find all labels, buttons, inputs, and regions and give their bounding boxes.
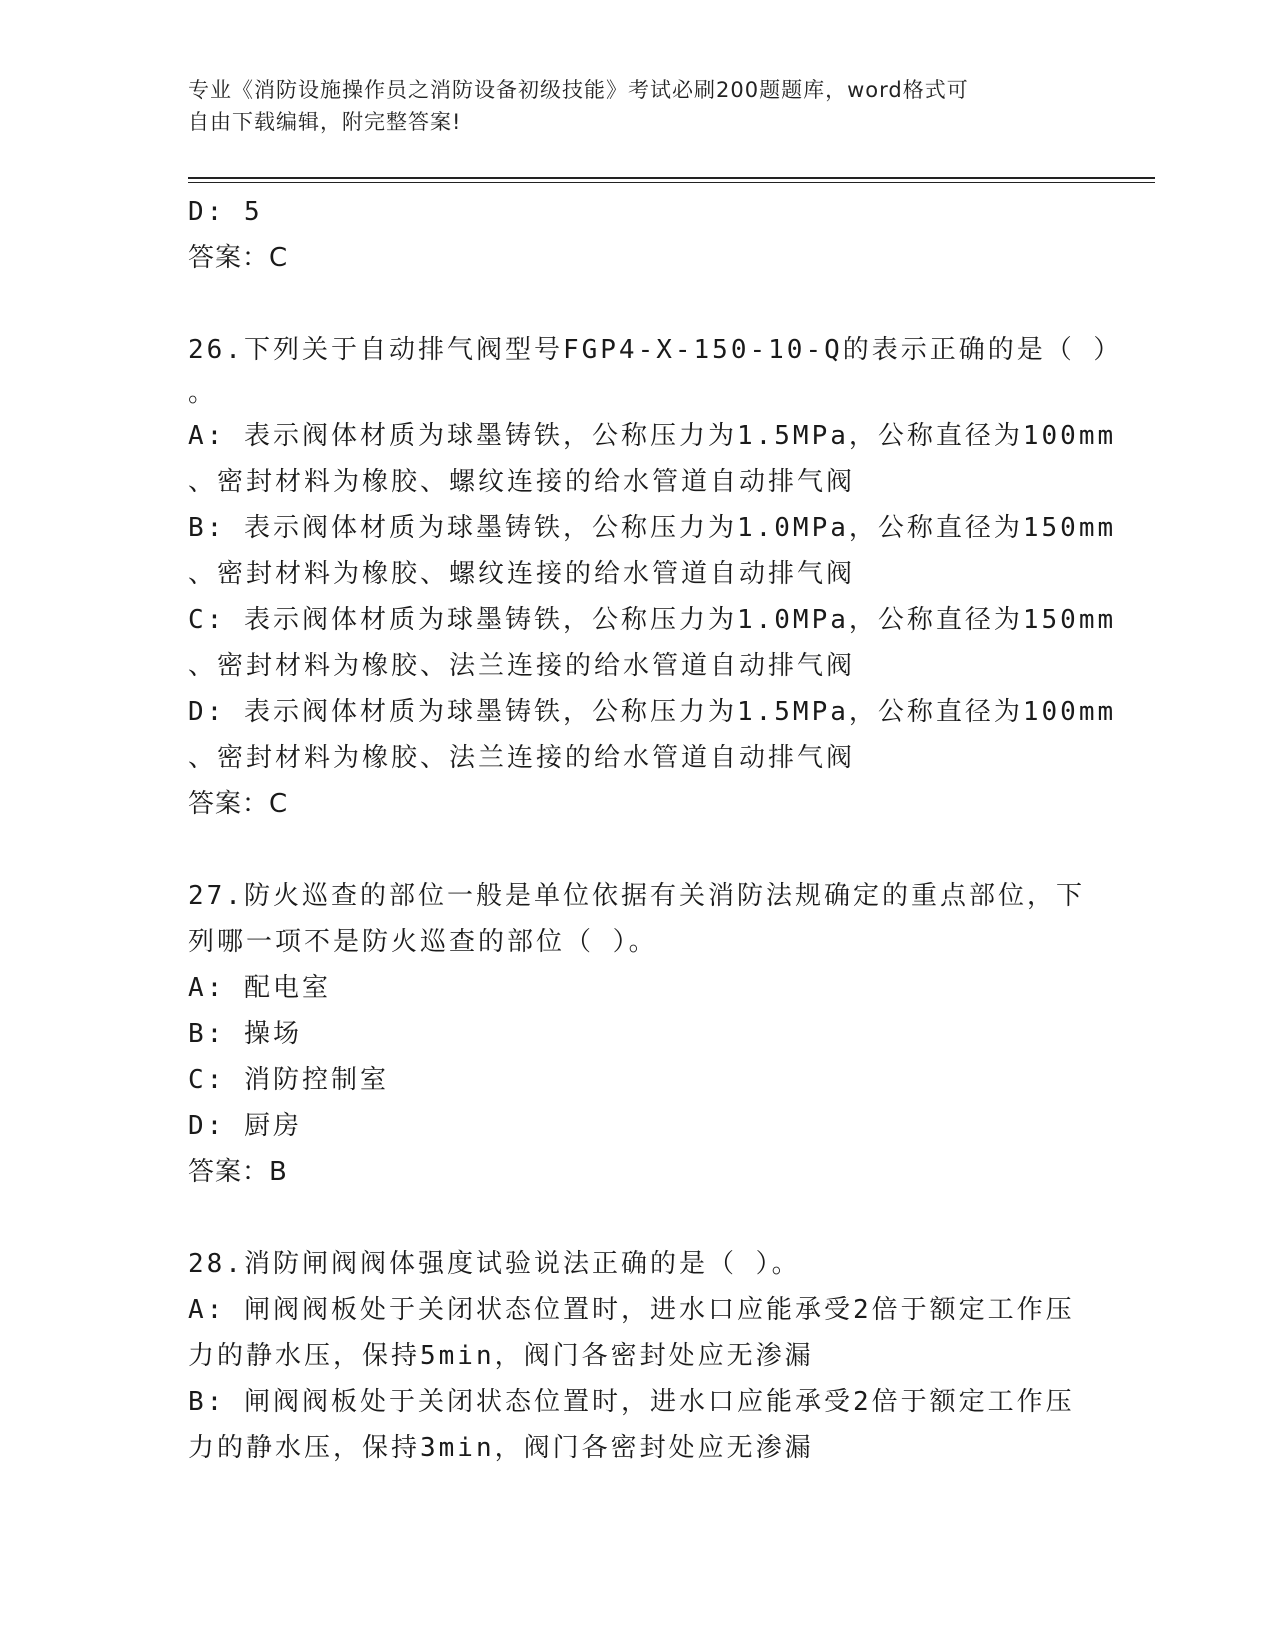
q26-option-d-line-1: D: 表示阀体材质为球墨铸铁，公称压力为1.5MPa，公称直径为100mm	[188, 697, 1117, 727]
q26-option-d-line-2: 、密封材料为橡胶、法兰连接的给水管道自动排气阀	[188, 743, 856, 773]
q28-option-a-line-2: 力的静水压，保持5min，阀门各密封处应无渗漏	[188, 1341, 814, 1371]
q28-option-b-line-2: 力的静水压，保持3min，阀门各密封处应无渗漏	[188, 1433, 814, 1463]
header-rule-thick	[188, 177, 1155, 179]
header-rule-thin	[188, 182, 1155, 183]
q27-answer: 答案：B	[188, 1157, 288, 1187]
q26-option-c-line-1: C: 表示阀体材质为球墨铸铁，公称压力为1.0MPa，公称直径为150mm	[188, 605, 1117, 635]
spacer	[188, 827, 1088, 873]
q28-stem: 28.消防闸阀阀体强度试验说法正确的是（ ）。	[188, 1249, 801, 1279]
q27-stem-line-1: 27.防火巡查的部位一般是单位依据有关消防法规确定的重点部位，下	[188, 881, 1085, 911]
q28-option-a-line-1: A: 闸阀阀板处于关闭状态位置时，进水口应能承受2倍于额定工作压	[188, 1295, 1075, 1325]
q26-stem-line-2: 。	[188, 378, 218, 408]
prev-option-d: D: 5	[188, 197, 263, 227]
q26-option-b-line-2: 、密封材料为橡胶、螺纹连接的给水管道自动排气阀	[188, 559, 856, 589]
q27-option-b: B: 操场	[188, 1019, 302, 1049]
page-header	[188, 74, 1068, 138]
spacer	[188, 1195, 1088, 1241]
prev-answer: 答案：C	[188, 243, 289, 273]
q26-answer: 答案：C	[188, 789, 289, 819]
header-title-line-1: 专业《消防设施操作员之消防设备初级技能》考试必刷200题题库，word格式可	[188, 78, 969, 102]
header-title-line-2: 自由下载编辑，附完整答案!	[188, 110, 462, 134]
spacer	[188, 281, 1088, 327]
q26-option-b-line-1: B: 表示阀体材质为球墨铸铁，公称压力为1.0MPa，公称直径为150mm	[188, 513, 1117, 543]
q28-option-b-line-1: B: 闸阀阀板处于关闭状态位置时，进水口应能承受2倍于额定工作压	[188, 1387, 1075, 1417]
question-content	[188, 189, 1123, 1471]
q26-option-a-line-1: A: 表示阀体材质为球墨铸铁，公称压力为1.5MPa，公称直径为100mm	[188, 421, 1117, 451]
q26-stem-line-1: 26.下列关于自动排气阀型号FGP4-X-150-10-Q的表示正确的是（ ）	[188, 335, 1123, 365]
q27-stem-line-2: 列哪一项不是防火巡查的部位（ ）。	[188, 927, 658, 957]
q26-option-a-line-2: 、密封材料为橡胶、螺纹连接的给水管道自动排气阀	[188, 467, 856, 497]
q27-option-a: A: 配电室	[188, 973, 331, 1003]
q27-option-d: D: 厨房	[188, 1111, 302, 1141]
q26-option-c-line-2: 、密封材料为橡胶、法兰连接的给水管道自动排气阀	[188, 651, 856, 681]
q27-option-c: C: 消防控制室	[188, 1065, 389, 1095]
